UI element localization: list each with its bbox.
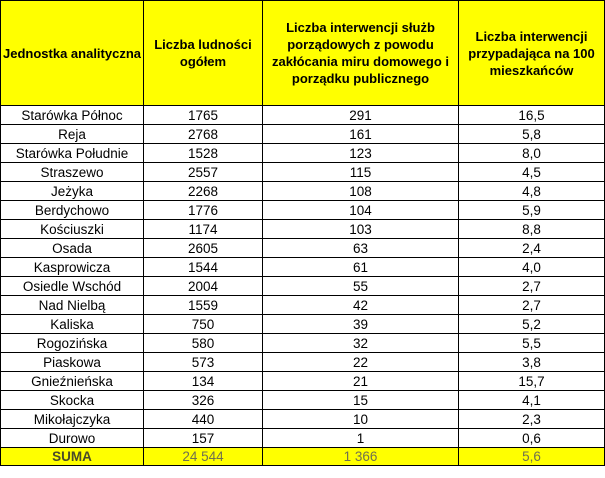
table-row (1, 334, 605, 353)
cell-population: 1174 (144, 220, 263, 239)
cell-unit: Starówka Południe (1, 144, 144, 163)
cell-interventions: 32 (263, 334, 459, 353)
cell-interventions: 115 (263, 163, 459, 182)
cell-unit: Durowo (1, 429, 144, 448)
cell-per-100: 2,4 (459, 239, 605, 258)
cell-interventions: 108 (263, 182, 459, 201)
cell-interventions: 161 (263, 125, 459, 144)
header-population: Liczba ludności ogółem (144, 1, 263, 106)
header-row (1, 1, 605, 106)
table-row (1, 144, 605, 163)
sum-label: SUMA (1, 448, 144, 466)
sum-population: 24 544 (144, 448, 263, 466)
table-body (1, 106, 605, 466)
table-row (1, 315, 605, 334)
cell-per-100: 2,3 (459, 410, 605, 429)
table-row (1, 391, 605, 410)
cell-interventions: 61 (263, 258, 459, 277)
cell-unit: Kasprowicza (1, 258, 144, 277)
cell-unit: Piaskowa (1, 353, 144, 372)
cell-population: 134 (144, 372, 263, 391)
cell-population: 1776 (144, 201, 263, 220)
cell-population: 573 (144, 353, 263, 372)
cell-interventions: 42 (263, 296, 459, 315)
cell-interventions: 21 (263, 372, 459, 391)
cell-per-100: 2,7 (459, 277, 605, 296)
cell-per-100: 8,0 (459, 144, 605, 163)
table-row (1, 125, 605, 144)
cell-interventions: 1 (263, 429, 459, 448)
cell-per-100: 16,5 (459, 106, 605, 125)
cell-per-100: 0,6 (459, 429, 605, 448)
cell-population: 2268 (144, 182, 263, 201)
cell-per-100: 15,7 (459, 372, 605, 391)
cell-population: 1528 (144, 144, 263, 163)
cell-per-100: 5,9 (459, 201, 605, 220)
cell-population: 2768 (144, 125, 263, 144)
cell-interventions: 22 (263, 353, 459, 372)
cell-per-100: 2,7 (459, 296, 605, 315)
table-row (1, 296, 605, 315)
table-row (1, 258, 605, 277)
cell-population: 1559 (144, 296, 263, 315)
cell-per-100: 3,8 (459, 353, 605, 372)
cell-unit: Osada (1, 239, 144, 258)
cell-population: 326 (144, 391, 263, 410)
sum-interventions: 1 366 (263, 448, 459, 466)
cell-unit: Berdychowo (1, 201, 144, 220)
cell-interventions: 10 (263, 410, 459, 429)
cell-unit: Gnieźnieńska (1, 372, 144, 391)
cell-per-100: 4,0 (459, 258, 605, 277)
cell-unit: Mikołajczyka (1, 410, 144, 429)
cell-per-100: 5,5 (459, 334, 605, 353)
header-per-100: Liczba interwencji przypadająca na 100 mieszkańców (459, 1, 605, 106)
cell-interventions: 15 (263, 391, 459, 410)
cell-per-100: 5,2 (459, 315, 605, 334)
cell-population: 2605 (144, 239, 263, 258)
cell-per-100: 4,5 (459, 163, 605, 182)
cell-interventions: 55 (263, 277, 459, 296)
cell-per-100: 4,1 (459, 391, 605, 410)
table-row (1, 410, 605, 429)
table-row (1, 372, 605, 391)
cell-per-100: 8,8 (459, 220, 605, 239)
table-row (1, 220, 605, 239)
cell-interventions: 63 (263, 239, 459, 258)
table-row (1, 201, 605, 220)
table-row (1, 182, 605, 201)
cell-unit: Kaliska (1, 315, 144, 334)
cell-per-100: 5,8 (459, 125, 605, 144)
sum-per-100: 5,6 (459, 448, 605, 466)
table-row (1, 353, 605, 372)
cell-interventions: 39 (263, 315, 459, 334)
cell-unit: Starówka Północ (1, 106, 144, 125)
sum-row (1, 448, 605, 466)
table-row (1, 277, 605, 296)
cell-population: 2004 (144, 277, 263, 296)
cell-population: 1544 (144, 258, 263, 277)
cell-unit: Jeżyka (1, 182, 144, 201)
header-interventions: Liczba interwencji służb porządowych z powodu zakłócania miru domowego i porządku publicznego (263, 1, 459, 106)
cell-interventions: 104 (263, 201, 459, 220)
table-row (1, 239, 605, 258)
cell-interventions: 123 (263, 144, 459, 163)
header-unit: Jednostka analityczna (1, 1, 144, 106)
cell-population: 157 (144, 429, 263, 448)
cell-interventions: 291 (263, 106, 459, 125)
cell-per-100: 4,8 (459, 182, 605, 201)
cell-unit: Osiedle Wschód (1, 277, 144, 296)
cell-population: 2557 (144, 163, 263, 182)
cell-population: 580 (144, 334, 263, 353)
cell-unit: Nad Nielbą (1, 296, 144, 315)
table-row (1, 429, 605, 448)
table-row (1, 106, 605, 125)
cell-population: 440 (144, 410, 263, 429)
cell-population: 750 (144, 315, 263, 334)
cell-unit: Reja (1, 125, 144, 144)
cell-population: 1765 (144, 106, 263, 125)
table-row (1, 163, 605, 182)
cell-interventions: 103 (263, 220, 459, 239)
cell-unit: Rogozińska (1, 334, 144, 353)
cell-unit: Kościuszki (1, 220, 144, 239)
cell-unit: Straszewo (1, 163, 144, 182)
cell-unit: Skocka (1, 391, 144, 410)
